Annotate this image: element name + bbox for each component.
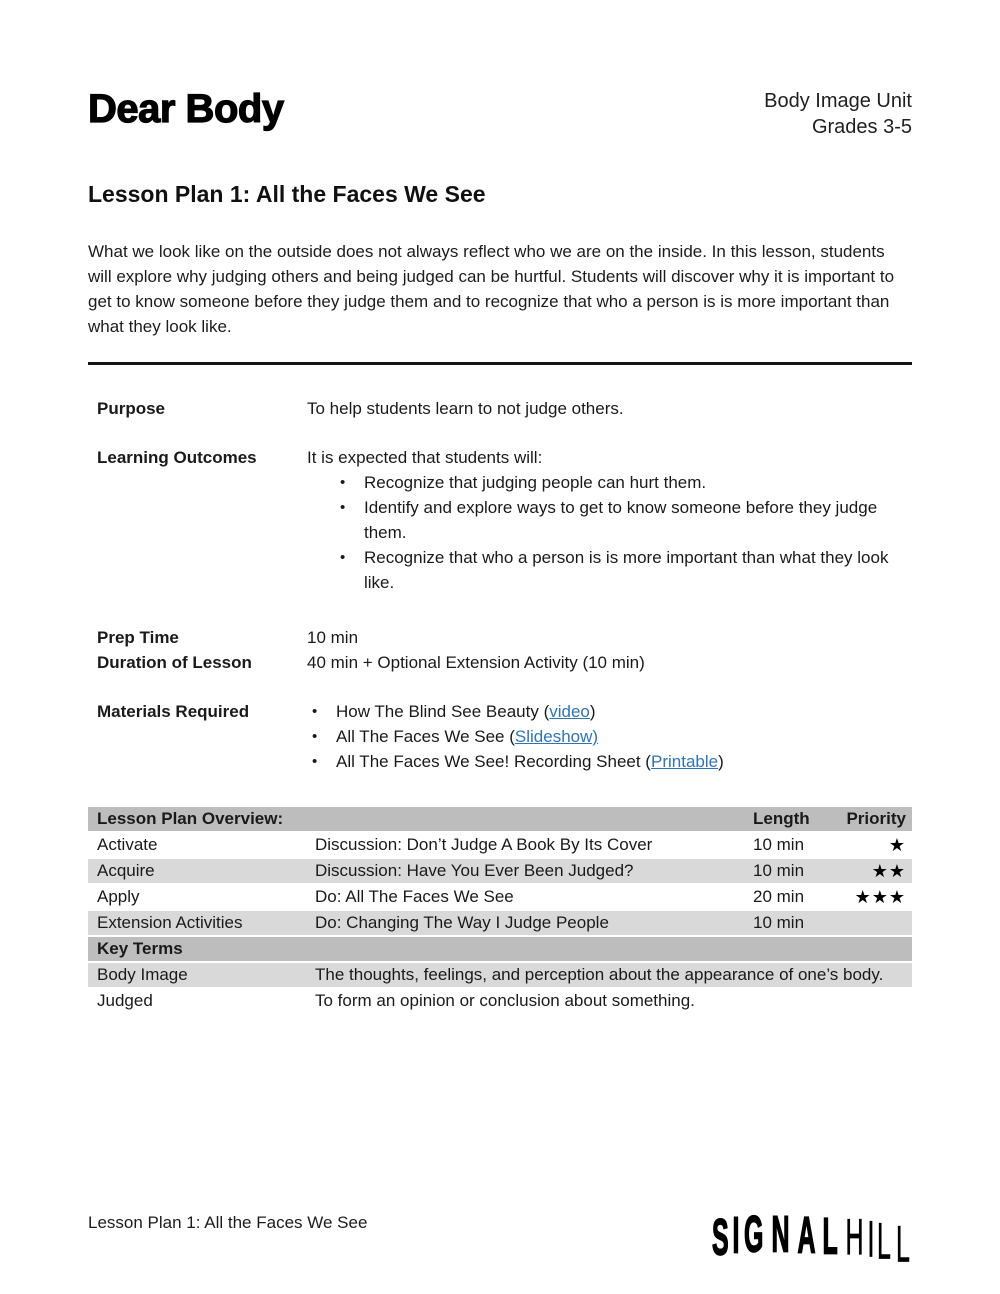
priority-cell — [837, 911, 912, 935]
outcome-item: • Recognize that judging people can hurt them. — [336, 470, 912, 495]
table-row — [88, 911, 912, 935]
signalhill-logo: S I G N A L H I L L — [712, 1206, 910, 1274]
overview-table — [88, 805, 912, 1015]
unit-label: Body Image Unit — [764, 90, 912, 112]
video-link[interactable]: video — [549, 702, 590, 721]
page-footer — [88, 1192, 912, 1274]
printable-link[interactable]: Printable — [650, 752, 719, 771]
bullet-icon: • — [340, 549, 346, 566]
purpose-row — [88, 396, 912, 421]
length-cell: 10 min — [753, 835, 805, 854]
outcomes-row — [88, 445, 912, 595]
materials-list — [308, 699, 912, 774]
length-header: Length — [745, 807, 837, 831]
prep-time-label: Prep Time — [97, 628, 179, 647]
outcome-item: • Identify and explore ways to get to know someone before they judge them. — [336, 495, 912, 545]
priority-cell: ★★★ — [854, 887, 906, 907]
key-terms-header-row — [88, 937, 912, 961]
unit-info — [764, 88, 912, 140]
prep-time-value: 10 min — [307, 628, 359, 647]
phase-cell: Acquire — [88, 859, 307, 883]
details-section — [88, 396, 912, 774]
length-cell: 20 min — [753, 887, 805, 906]
bullet-icon: • — [312, 753, 318, 770]
duration-label: Duration of Lesson — [97, 653, 252, 672]
bullet-icon: • — [340, 474, 346, 491]
slideshow-link[interactable]: Slideshow) — [514, 727, 599, 746]
intro-paragraph: What we look like on the outside does not always reflect who we are on the inside. In this lesson, students will explore why judging others and being judged can be hurtful. Students will discover why it is important to get to know someone before they judge them and to recognize that who a person is is more important than what they look like. — [88, 242, 895, 336]
length-cell: 10 min — [745, 859, 837, 883]
phase-cell: Activate — [97, 835, 158, 854]
duration-value: 40 min + Optional Extension Activity (10 min) — [307, 653, 645, 672]
phase-cell: Extension Activities — [88, 911, 307, 935]
bullet-icon: • — [340, 499, 346, 516]
outcomes-intro: It is expected that students will: — [307, 448, 543, 467]
page-header — [88, 86, 912, 140]
outcomes-label: Learning Outcomes — [97, 448, 257, 467]
definition-cell: To form an opinion or conclusion about something. — [315, 991, 695, 1010]
material-item: • All The Faces We See (Slideshow) — [308, 724, 912, 749]
bullet-icon: • — [312, 703, 318, 720]
bullet-icon: • — [312, 728, 318, 745]
table-row — [88, 989, 912, 1013]
table-row — [88, 963, 912, 987]
brand-title: Dear Body — [88, 87, 284, 131]
activity-cell: Do: Changing The Way I Judge People — [307, 911, 745, 935]
priority-header: Priority — [837, 807, 912, 831]
material-item: • How The Blind See Beauty (video) — [308, 699, 912, 724]
materials-row — [88, 699, 912, 774]
duration-row — [88, 650, 912, 675]
prep-time-row — [88, 625, 912, 650]
materials-value — [307, 699, 912, 774]
purpose-label: Purpose — [97, 399, 166, 418]
length-cell: 10 min — [745, 911, 837, 935]
grades-label: Grades 3-5 — [811, 116, 912, 138]
footer-page-label: Lesson Plan 1: All the Faces We See — [88, 1213, 368, 1232]
purpose-value: To help students learn to not judge others. — [307, 399, 624, 418]
priority-cell: ★ — [888, 835, 906, 855]
activity-cell: Discussion: Don’t Judge A Book By Its Cover — [315, 835, 653, 854]
phase-cell: Apply — [97, 887, 140, 906]
priority-cell: ★★ — [837, 859, 912, 883]
outcomes-value — [307, 445, 912, 595]
outcomes-list — [336, 470, 912, 595]
materials-label: Materials Required — [97, 702, 250, 721]
lesson-title: Lesson Plan 1: All the Faces We See — [88, 181, 486, 207]
section-divider — [88, 362, 912, 365]
material-item: • All The Faces We See! Recording Sheet (Printable) — [308, 749, 912, 774]
table-row — [88, 885, 912, 909]
activity-cell: Do: All The Faces We See — [315, 887, 514, 906]
overview-title: Lesson Plan Overview: — [88, 807, 745, 831]
table-row — [88, 833, 912, 857]
term-cell: Judged — [97, 991, 153, 1010]
definition-cell: The thoughts, feelings, and perception about the appearance of one’s body. — [307, 963, 912, 987]
outcome-item: • Recognize that who a person is is more important than what they look like. — [336, 545, 912, 595]
activity-cell: Discussion: Have You Ever Been Judged? — [307, 859, 745, 883]
table-row — [88, 859, 912, 883]
overview-header-row — [88, 807, 912, 831]
term-cell: Body Image — [88, 963, 307, 987]
key-terms-title: Key Terms — [88, 937, 912, 961]
